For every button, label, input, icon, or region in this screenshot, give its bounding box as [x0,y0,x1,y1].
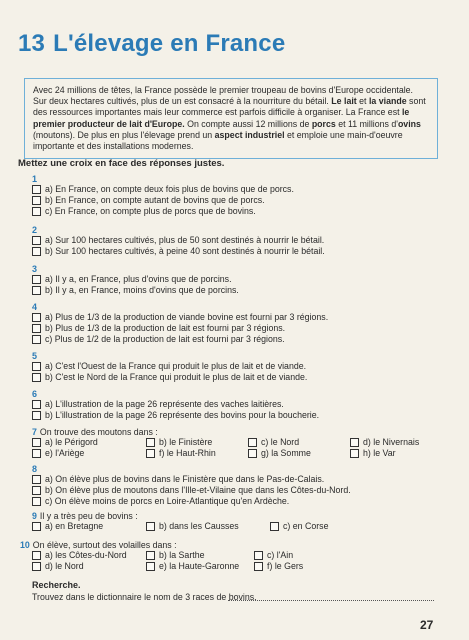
checkbox[interactable] [146,562,155,571]
checkbox[interactable] [248,438,257,447]
option-7e[interactable] [32,448,84,459]
option-3a[interactable] [32,274,239,285]
option-7g[interactable] [248,448,311,459]
option-5a[interactable] [32,361,307,372]
checkbox[interactable] [32,286,41,295]
option-10a[interactable] [32,550,127,561]
option-label: a) On élève plus de bovins dans le Finistère que dans le Pas-de-Calais. [45,474,325,484]
checkbox[interactable] [32,185,41,194]
option-4b[interactable] [32,323,328,334]
option-4a[interactable] [32,312,328,323]
checkbox[interactable] [32,236,41,245]
question-number: 3 [32,264,38,274]
intro-text: On compte aussi 12 millions de [184,118,312,129]
checkbox[interactable] [254,562,263,571]
option-6b[interactable] [32,410,319,421]
checkbox[interactable] [32,438,41,447]
option-label: b) On élève plus de moutons dans l'Ille-et-Vilaine que dans les Côtes-du-Nord. [45,485,351,496]
question-number: 6 [32,389,38,399]
option-label: a) C'est l'Ouest de la France qui produit le plus de lait et de viande. [45,361,307,371]
intro-text: Avec 24 millions de têtes, la France possède le premier troupeau de bovins d'Europe occidentale. Sur deux hectares cultivés, plus de un est consacré à la nourriture du bétail. [33,85,414,107]
option-label: b) En France, on compte autant de bovins que de porcs. [45,195,265,206]
option-4c[interactable] [32,334,328,345]
option-label: a) L'illustration de la page 26 représente des vaches laitières. [45,399,284,409]
checkbox[interactable] [32,196,41,205]
checkbox[interactable] [254,551,263,560]
checkbox[interactable] [32,551,41,560]
option-2a[interactable] [32,235,325,246]
option-1a[interactable] [32,184,294,195]
option-6a[interactable] [32,399,319,410]
option-label: c) l'Ain [267,550,294,560]
option-label: e) la Haute-Garonne [159,561,240,571]
option-label: g) la Somme [261,448,311,458]
option-label: b) Sur 100 hectares cultivés, à peine 40 sont destinés à nourrir le bétail. [45,246,325,257]
question-number: 10 [20,540,30,550]
option-label: d) le Nord [45,561,84,571]
checkbox[interactable] [32,247,41,256]
option-7c[interactable] [248,437,299,448]
question-6 [32,389,319,421]
intro-text: et emploie une main-d'oeuvre importante et des installations modernes. [33,129,403,152]
option-8c[interactable] [32,496,351,507]
checkbox[interactable] [32,562,41,571]
checkbox[interactable] [146,522,155,531]
option-label: c) Plus de 1/2 de la production de lait est fourni par 3 régions. [45,334,285,345]
option-label: d) le Nivernais [363,437,420,447]
question-stem-text: Il y a très peu de bovins : [39,511,138,521]
intro-text: sont des ressources importantes mais leur commerce est parfois difficile à organiser. La France est [33,96,426,118]
option-label: b) L'illustration de la page 26 représente des bovins pour la boucherie. [45,410,320,421]
checkbox[interactable] [32,475,41,484]
question-4 [32,302,328,346]
checkbox[interactable] [32,324,41,333]
option-10e[interactable] [146,561,239,572]
checkbox[interactable] [32,497,41,506]
checkbox[interactable] [32,275,41,284]
checkbox[interactable] [32,313,41,322]
chapter-title [18,30,285,58]
option-8a[interactable] [32,474,351,485]
option-3b[interactable] [32,285,239,296]
option-label: a) Sur 100 hectares cultivés, plus de 50 sont destinés à nourrir le bétail. [45,235,325,245]
question-10 [20,540,440,576]
option-label: b) dans les Causses [159,521,239,531]
question-2 [32,225,325,257]
research-title: Recherche. [32,580,81,590]
intro-bold: la viande [368,96,407,107]
question-5 [32,351,307,383]
intro-bold: Le lait [331,96,357,107]
option-label: a) en Bretagne [45,521,104,531]
intro-text: (moutons). De plus en plus l'élevage prend un [33,129,215,140]
option-9a[interactable] [32,521,103,532]
option-label: c) En France, on compte plus de porcs que de bovins. [45,206,256,217]
question-number: 5 [32,351,38,361]
option-label: a) le Périgord [45,437,98,447]
option-10f[interactable] [254,561,303,572]
question-3 [32,264,239,296]
checkbox[interactable] [350,449,359,458]
option-label: c) en Corse [283,521,329,531]
question-stem-text: On trouve des moutons dans : [39,427,158,437]
option-9c[interactable] [270,521,328,532]
option-label: f) le Gers [267,561,304,571]
option-7a[interactable] [32,437,98,448]
question-stem [32,427,442,437]
option-label: a) En France, on compte deux fois plus de bovins que de porcs. [45,184,294,194]
option-10b[interactable] [146,550,204,561]
instruction: Mettez une croix en face des réponses justes. [18,158,225,169]
intro-text: et 11 millions d' [335,118,398,129]
option-label: a) Plus de 1/3 de la production de viande bovine est fourni par 3 régions. [45,312,329,322]
option-label: c) On élève moins de porcs en Loire-Atlantique qu'en Ardèche. [45,496,290,507]
question-9 [32,511,442,536]
research-text: Trouvez dans le dictionnaire le nom de 3 races de bovins. [32,592,257,602]
option-label: c) le Nord [261,437,300,447]
option-label: a) les Côtes-du-Nord [45,550,127,560]
chapter-number: 13 [18,30,46,57]
option-8b[interactable] [32,485,351,496]
question-number: 9 [32,511,37,521]
intro-bold: ovins [397,118,421,129]
question-stem [20,540,440,550]
question-8 [32,464,351,508]
checkbox[interactable] [270,522,279,531]
option-label: e) l'Ariège [45,448,85,458]
checkbox[interactable] [32,411,41,420]
checkbox[interactable] [32,522,41,531]
checkbox[interactable] [32,335,41,344]
checkbox[interactable] [146,551,155,560]
option-1c[interactable] [32,206,294,217]
question-1 [32,174,294,218]
option-label: b) Plus de 1/3 de la production de lait est fourni par 3 régions. [45,323,286,334]
checkbox[interactable] [32,449,41,458]
option-7h[interactable] [350,448,396,459]
page-number: 27 [420,618,434,632]
option-label: b) C'est le Nord de la France qui produit le plus de lait et de viande. [45,372,308,383]
checkbox[interactable] [248,449,257,458]
answer-line[interactable] [228,600,434,601]
question-number: 4 [32,302,38,312]
option-5b[interactable] [32,372,307,383]
checkbox[interactable] [32,207,41,216]
chapter-title-text: L'élevage en France [53,30,286,57]
question-number: 7 [32,427,37,437]
option-7d[interactable] [350,437,419,448]
question-7 [32,427,442,463]
intro-bold: le premier producteur de lait d'Europe. [33,107,410,129]
option-10d[interactable] [32,561,84,572]
question-stem-text: On élève, surtout des volailles dans : [32,540,177,550]
option-7b[interactable] [146,437,212,448]
checkbox[interactable] [32,362,41,371]
intro-bold: aspect industriel [214,129,285,140]
option-10c[interactable] [254,550,293,561]
option-label: h) le Var [363,448,396,458]
option-1b[interactable] [32,195,294,206]
checkbox[interactable] [32,373,41,382]
option-9b[interactable] [146,521,239,532]
intro-text: et [356,96,369,107]
option-label: f) le Haut-Rhin [159,448,216,458]
option-2b[interactable] [32,246,325,257]
question-stem [32,511,442,521]
checkbox[interactable] [146,449,155,458]
option-label: a) Il y a, en France, plus d'ovins que de porcins. [45,274,232,284]
question-number: 1 [32,174,38,184]
option-label: b) la Sarthe [159,550,205,560]
checkbox[interactable] [32,486,41,495]
checkbox[interactable] [32,400,41,409]
question-number: 8 [32,464,38,474]
question-number: 2 [32,225,38,235]
intro-bold: porcs [311,118,336,129]
intro-box [24,78,438,159]
option-label: b) le Finistère [159,437,213,447]
option-label: b) Il y a, en France, moins d'ovins que de porcins. [45,285,239,296]
checkbox[interactable] [350,438,359,447]
option-7f[interactable] [146,448,216,459]
checkbox[interactable] [146,438,155,447]
